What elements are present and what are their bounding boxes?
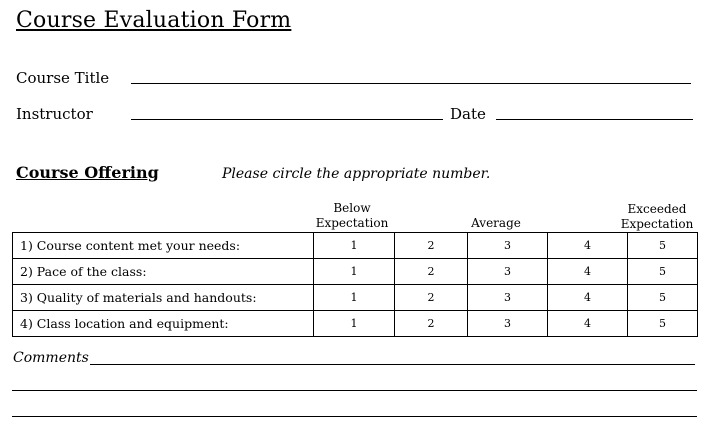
scale-header-average: Average — [471, 216, 521, 230]
scale-header-exceeded-line1: Exceeded — [627, 202, 687, 216]
instructions-text: Please circle the appropriate number. — [222, 166, 491, 182]
rating-option[interactable]: 2 — [395, 311, 468, 337]
comments-label: Comments — [13, 350, 89, 366]
comments-field-line-2[interactable] — [12, 390, 697, 391]
question-label: 3) Quality of materials and handouts: — [13, 285, 314, 311]
table-row — [13, 285, 698, 311]
question-label: 1) Course content met your needs: — [13, 233, 314, 259]
rating-table — [12, 232, 698, 337]
scale-header-below-line2: Expectation — [315, 216, 389, 230]
comments-field-line-3[interactable] — [12, 416, 697, 417]
rating-option[interactable]: 3 — [468, 233, 548, 259]
rating-option[interactable]: 2 — [395, 233, 468, 259]
rating-option[interactable]: 5 — [628, 285, 698, 311]
rating-option[interactable]: 5 — [628, 259, 698, 285]
rating-option[interactable]: 4 — [548, 259, 628, 285]
rating-option[interactable]: 1 — [314, 311, 395, 337]
section-heading: Course Offering — [16, 163, 159, 182]
rating-option[interactable]: 4 — [548, 311, 628, 337]
scale-header-below-line1: Below — [333, 201, 371, 215]
rating-option[interactable]: 4 — [548, 233, 628, 259]
comments-field-line-1[interactable] — [90, 364, 695, 365]
question-label: 4) Class location and equipment: — [13, 311, 314, 337]
rating-option[interactable]: 2 — [395, 259, 468, 285]
rating-option[interactable]: 4 — [548, 285, 628, 311]
rating-option[interactable]: 5 — [628, 311, 698, 337]
date-label: Date — [450, 105, 486, 123]
rating-option[interactable]: 2 — [395, 285, 468, 311]
rating-option[interactable]: 1 — [314, 233, 395, 259]
rating-option[interactable]: 1 — [314, 259, 395, 285]
scale-header-exceeded-line2: Expectation — [620, 217, 694, 231]
scale-header-below — [310, 201, 394, 231]
rating-option[interactable]: 1 — [314, 285, 395, 311]
table-row — [13, 233, 698, 259]
date-field[interactable] — [496, 119, 693, 120]
form-title: Course Evaluation Form — [16, 8, 292, 33]
question-label: 2) Pace of the class: — [13, 259, 314, 285]
table-row — [13, 259, 698, 285]
instructor-label: Instructor — [16, 105, 93, 123]
rating-option[interactable]: 3 — [468, 259, 548, 285]
course-title-field[interactable] — [131, 83, 691, 84]
rating-option[interactable]: 5 — [628, 233, 698, 259]
course-title-label: Course Title — [16, 69, 110, 87]
table-row — [13, 311, 698, 337]
rating-option[interactable]: 3 — [468, 311, 548, 337]
rating-option[interactable]: 3 — [468, 285, 548, 311]
scale-header-exceeded — [614, 202, 700, 232]
instructor-field[interactable] — [131, 119, 443, 120]
